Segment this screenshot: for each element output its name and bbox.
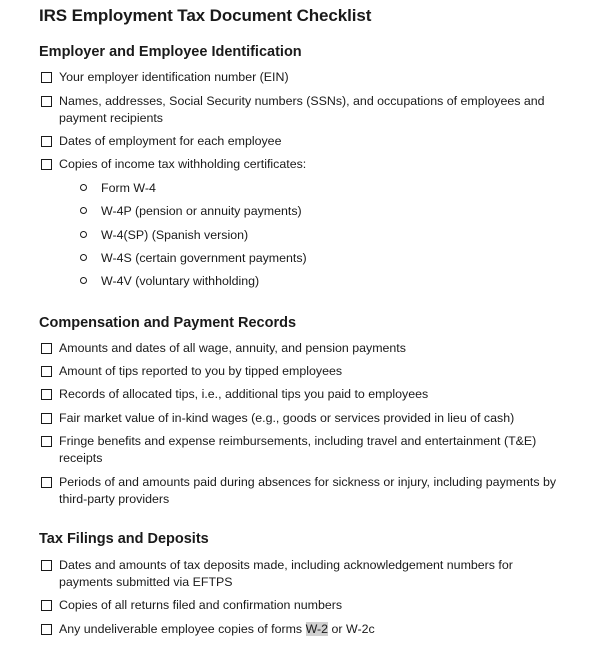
sub-list-item-text: Form W-4	[101, 181, 156, 195]
checkbox-icon[interactable]	[41, 366, 52, 377]
checklist-item-text: Your employer identification number (EIN)	[59, 70, 289, 84]
document-title: IRS Employment Tax Document Checklist	[39, 6, 372, 25]
circle-bullet-icon	[80, 184, 87, 191]
sub-list-item-text: W-4S (certain government payments)	[101, 251, 307, 265]
checklist-item-text: Dates of employment for each employee	[59, 134, 282, 148]
checklist-item-text: Records of allocated tips, i.e., additional tips you paid to employees	[59, 387, 429, 401]
checklist-item-text: Copies of all returns filed and confirmation numbers	[59, 598, 343, 612]
sub-list-item-text: W-4(SP) (Spanish version)	[101, 228, 249, 242]
section-heading-identification: Employer and Employee Identification	[39, 44, 302, 60]
checkbox-icon[interactable]	[41, 136, 52, 147]
text-segment: Any undeliverable employee copies of forms	[59, 622, 306, 636]
checkbox-icon[interactable]	[41, 96, 52, 107]
checkbox-icon[interactable]	[41, 624, 52, 635]
sub-list-item-text: W-4V (voluntary withholding)	[101, 274, 260, 288]
checklist-item-text: Fringe benefits and expense reimbursements, including travel and entertainment (T&E) receipts	[59, 434, 537, 465]
checkbox-icon[interactable]	[41, 159, 52, 170]
checkbox-icon[interactable]	[41, 343, 52, 354]
highlighted-text: W-2	[305, 622, 329, 636]
checkbox-icon[interactable]	[41, 560, 52, 571]
checkbox-icon[interactable]	[41, 389, 52, 400]
circle-bullet-icon	[80, 277, 87, 284]
section-heading-tax-filings: Tax Filings and Deposits	[39, 531, 209, 547]
circle-bullet-icon	[80, 207, 87, 214]
checkbox-icon[interactable]	[41, 436, 52, 447]
section-heading-compensation: Compensation and Payment Records	[39, 315, 297, 331]
checklist-item-text: Periods of and amounts paid during absences for sickness or injury, including payments by third-party providers	[59, 475, 557, 506]
checklist-item-text: Fair market value of in-kind wages (e.g., goods or services provided in lieu of cash)	[59, 411, 515, 425]
checklist-item-text	[59, 621, 559, 638]
checklist-item-text: Copies of income tax withholding certificates:	[59, 157, 307, 171]
circle-bullet-icon	[80, 254, 87, 261]
checkbox-icon[interactable]	[41, 413, 52, 424]
circle-bullet-icon	[80, 231, 87, 238]
text-segment: or W-2c	[328, 622, 375, 636]
checkbox-icon[interactable]	[41, 72, 52, 83]
checklist-item-text: Amount of tips reported to you by tipped employees	[59, 364, 343, 378]
checkbox-icon[interactable]	[41, 477, 52, 488]
sub-list-item-text: W-4P (pension or annuity payments)	[101, 204, 302, 218]
checkbox-icon[interactable]	[41, 600, 52, 611]
checklist-item-text: Dates and amounts of tax deposits made, including acknowledgement numbers for payments submitted via EFTPS	[59, 558, 513, 589]
checklist-item-text: Names, addresses, Social Security numbers (SSNs), and occupations of employees and payment recipients	[59, 94, 545, 125]
checklist-item-text: Amounts and dates of all wage, annuity, and pension payments	[59, 341, 406, 355]
